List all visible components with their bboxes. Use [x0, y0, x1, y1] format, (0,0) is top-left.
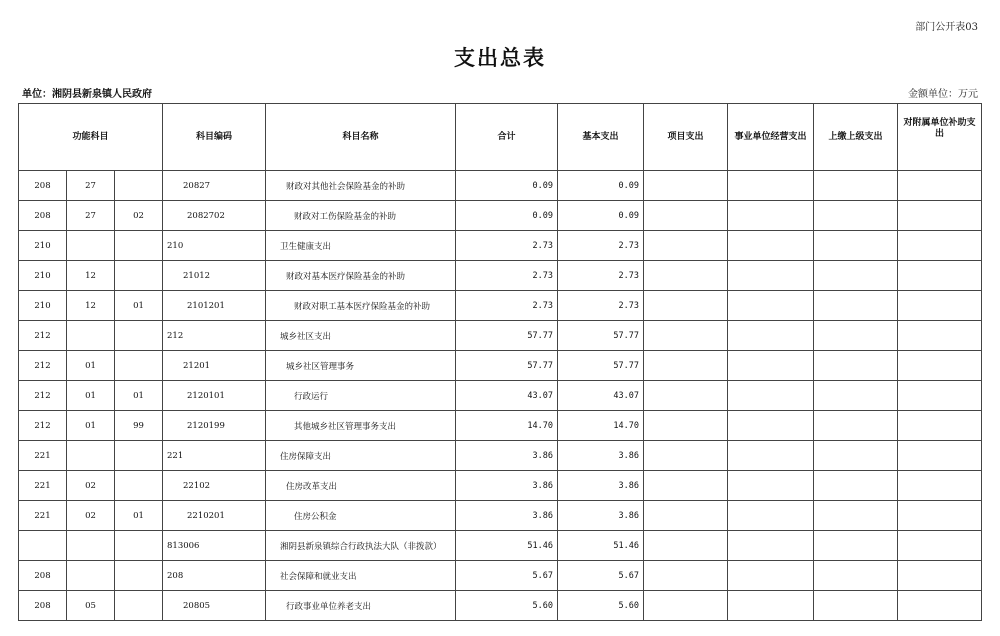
cell-subsidy: [898, 291, 982, 321]
cell-function-item: 02: [67, 501, 115, 531]
cell-subject-name: 卫生健康支出: [266, 231, 456, 261]
cell-business: [728, 321, 814, 351]
cell-business: [728, 591, 814, 621]
cell-function-subitem: [115, 561, 163, 591]
cell-subsidy: [898, 201, 982, 231]
cell-business: [728, 471, 814, 501]
cell-upper: [814, 321, 898, 351]
unit-label: 单位：湘阴县新泉镇人民政府: [22, 89, 152, 100]
cell-subject-name: 其他城乡社区管理事务支出: [266, 411, 456, 441]
cell-function-subitem: 99: [115, 411, 163, 441]
cell-subject-code: 2210201: [163, 501, 266, 531]
cell-upper: [814, 201, 898, 231]
cell-subject-name: 财政对其他社会保险基金的补助: [266, 171, 456, 201]
cell-total: 57.77: [456, 321, 558, 351]
header-subsidy: 对附属单位补助支出: [898, 104, 982, 171]
cell-basic: 3.86: [558, 501, 644, 531]
cell-business: [728, 531, 814, 561]
cell-upper: [814, 261, 898, 291]
cell-subject-name: 住房保障支出: [266, 441, 456, 471]
cell-business: [728, 441, 814, 471]
cell-upper: [814, 531, 898, 561]
cell-basic: 14.70: [558, 411, 644, 441]
cell-subsidy: [898, 381, 982, 411]
cell-upper: [814, 471, 898, 501]
cell-function-item: 27: [67, 201, 115, 231]
cell-basic: 0.09: [558, 201, 644, 231]
cell-business: [728, 411, 814, 441]
cell-subject-code: 208: [163, 561, 266, 591]
cell-subject-name: 行政事业单位养老支出: [266, 591, 456, 621]
cell-subject-name: 财政对职工基本医疗保险基金的补助: [266, 291, 456, 321]
cell-total: 2.73: [456, 291, 558, 321]
cell-total: 43.07: [456, 381, 558, 411]
cell-function-item: [67, 231, 115, 261]
cell-function-subitem: [115, 321, 163, 351]
cell-function-subitem: [115, 261, 163, 291]
cell-function-item: [67, 321, 115, 351]
cell-upper: [814, 411, 898, 441]
expenditure-table: [18, 103, 982, 621]
cell-project: [644, 351, 728, 381]
cell-function-class: 210: [19, 231, 67, 261]
cell-business: [728, 231, 814, 261]
cell-subsidy: [898, 501, 982, 531]
table-body: [19, 171, 982, 621]
table-row: [19, 291, 982, 321]
cell-upper: [814, 291, 898, 321]
cell-function-class: 212: [19, 321, 67, 351]
cell-function-item: [67, 531, 115, 561]
cell-project: [644, 471, 728, 501]
header-project: 项目支出: [644, 104, 728, 171]
cell-function-class: 210: [19, 291, 67, 321]
cell-project: [644, 321, 728, 351]
cell-total: 5.67: [456, 561, 558, 591]
header-upper: 上缴上级支出: [814, 104, 898, 171]
table-row: [19, 381, 982, 411]
cell-subject-code: 2101201: [163, 291, 266, 321]
cell-project: [644, 501, 728, 531]
table-row: [19, 561, 982, 591]
cell-basic: 0.09: [558, 171, 644, 201]
cell-subsidy: [898, 531, 982, 561]
cell-project: [644, 531, 728, 561]
cell-basic: 5.67: [558, 561, 644, 591]
header-basic: 基本支出: [558, 104, 644, 171]
cell-function-item: 27: [67, 171, 115, 201]
cell-project: [644, 171, 728, 201]
table-row: [19, 231, 982, 261]
cell-project: [644, 441, 728, 471]
cell-function-item: 12: [67, 291, 115, 321]
cell-function-class: 221: [19, 471, 67, 501]
table-row: [19, 471, 982, 501]
cell-function-class: 221: [19, 501, 67, 531]
cell-function-class: 212: [19, 381, 67, 411]
cell-subsidy: [898, 231, 982, 261]
table-row: [19, 351, 982, 381]
header-function-subject: 功能科目: [19, 104, 163, 171]
cell-subsidy: [898, 591, 982, 621]
cell-subject-code: 221: [163, 441, 266, 471]
cell-total: 2.73: [456, 261, 558, 291]
cell-function-class: 208: [19, 561, 67, 591]
cell-basic: 51.46: [558, 531, 644, 561]
cell-total: 3.86: [456, 501, 558, 531]
cell-project: [644, 291, 728, 321]
cell-function-item: [67, 561, 115, 591]
cell-upper: [814, 351, 898, 381]
cell-subject-code: 813006: [163, 531, 266, 561]
cell-function-class: 208: [19, 591, 67, 621]
header-subject-code: 科目编码: [163, 104, 266, 171]
cell-function-subitem: [115, 591, 163, 621]
cell-subsidy: [898, 261, 982, 291]
cell-function-subitem: 01: [115, 381, 163, 411]
cell-total: 0.09: [456, 201, 558, 231]
cell-function-subitem: 01: [115, 291, 163, 321]
cell-upper: [814, 441, 898, 471]
table-row: [19, 441, 982, 471]
cell-business: [728, 291, 814, 321]
cell-subject-code: 2120101: [163, 381, 266, 411]
cell-function-item: [67, 441, 115, 471]
table-header-row: [19, 104, 982, 171]
cell-basic: 3.86: [558, 471, 644, 501]
cell-subject-code: 21012: [163, 261, 266, 291]
page-title: 支出总表: [454, 46, 546, 70]
cell-business: [728, 261, 814, 291]
cell-function-class: [19, 531, 67, 561]
cell-function-item: 01: [67, 351, 115, 381]
cell-function-class: 210: [19, 261, 67, 291]
cell-project: [644, 561, 728, 591]
cell-function-subitem: [115, 351, 163, 381]
cell-subject-name: 住房公积金: [266, 501, 456, 531]
cell-subsidy: [898, 441, 982, 471]
cell-project: [644, 201, 728, 231]
cell-subsidy: [898, 561, 982, 591]
cell-subsidy: [898, 321, 982, 351]
cell-total: 3.86: [456, 471, 558, 501]
cell-basic: 2.73: [558, 261, 644, 291]
cell-subject-name: 财政对工伤保险基金的补助: [266, 201, 456, 231]
cell-total: 5.60: [456, 591, 558, 621]
cell-upper: [814, 501, 898, 531]
cell-basic: 2.73: [558, 291, 644, 321]
cell-basic: 5.60: [558, 591, 644, 621]
cell-subject-code: 20827: [163, 171, 266, 201]
cell-business: [728, 171, 814, 201]
cell-subsidy: [898, 171, 982, 201]
cell-upper: [814, 381, 898, 411]
cell-function-item: 05: [67, 591, 115, 621]
table-row: [19, 411, 982, 441]
cell-subject-name: 财政对基本医疗保险基金的补助: [266, 261, 456, 291]
cell-function-subitem: [115, 531, 163, 561]
cell-subject-code: 22102: [163, 471, 266, 501]
cell-subsidy: [898, 351, 982, 381]
cell-total: 0.09: [456, 171, 558, 201]
cell-subject-code: 210: [163, 231, 266, 261]
cell-total: 57.77: [456, 351, 558, 381]
table-row: [19, 591, 982, 621]
cell-upper: [814, 561, 898, 591]
cell-function-subitem: [115, 441, 163, 471]
cell-upper: [814, 591, 898, 621]
cell-function-subitem: [115, 171, 163, 201]
cell-subject-name: 湘阴县新泉镇综合行政执法大队（非拨款）: [266, 531, 456, 561]
cell-function-class: 221: [19, 441, 67, 471]
cell-function-class: 212: [19, 351, 67, 381]
table-row: [19, 531, 982, 561]
cell-basic: 57.77: [558, 351, 644, 381]
table-row: [19, 501, 982, 531]
cell-function-item: 01: [67, 381, 115, 411]
header-subject-name: 科目名称: [266, 104, 456, 171]
cell-subject-name: 行政运行: [266, 381, 456, 411]
cell-project: [644, 381, 728, 411]
cell-function-subitem: [115, 231, 163, 261]
cell-function-subitem: [115, 471, 163, 501]
cell-function-subitem: 02: [115, 201, 163, 231]
cell-total: 2.73: [456, 231, 558, 261]
cell-project: [644, 231, 728, 261]
cell-business: [728, 351, 814, 381]
table-row: [19, 171, 982, 201]
cell-total: 3.86: [456, 441, 558, 471]
cell-business: [728, 201, 814, 231]
cell-subject-name: 住房改革支出: [266, 471, 456, 501]
amount-unit-label: 金额单位：万元: [908, 89, 978, 100]
cell-total: 14.70: [456, 411, 558, 441]
cell-project: [644, 591, 728, 621]
cell-subject-code: 20805: [163, 591, 266, 621]
cell-subject-code: 2082702: [163, 201, 266, 231]
cell-function-item: 02: [67, 471, 115, 501]
header-business: 事业单位经营支出: [728, 104, 814, 171]
cell-subsidy: [898, 411, 982, 441]
cell-total: 51.46: [456, 531, 558, 561]
cell-business: [728, 561, 814, 591]
cell-subject-name: 社会保障和就业支出: [266, 561, 456, 591]
header-total: 合计: [456, 104, 558, 171]
table-row: [19, 201, 982, 231]
cell-basic: 3.86: [558, 441, 644, 471]
cell-function-class: 208: [19, 201, 67, 231]
cell-basic: 43.07: [558, 381, 644, 411]
form-number: 部门公开表03: [915, 22, 978, 33]
cell-business: [728, 381, 814, 411]
cell-subject-code: 212: [163, 321, 266, 351]
table-row: [19, 261, 982, 291]
table-row: [19, 321, 982, 351]
cell-function-item: 01: [67, 411, 115, 441]
cell-function-subitem: 01: [115, 501, 163, 531]
cell-subsidy: [898, 471, 982, 501]
cell-project: [644, 261, 728, 291]
cell-subject-name: 城乡社区管理事务: [266, 351, 456, 381]
cell-function-item: 12: [67, 261, 115, 291]
cell-subject-code: 21201: [163, 351, 266, 381]
cell-function-class: 208: [19, 171, 67, 201]
cell-project: [644, 411, 728, 441]
cell-subject-code: 2120199: [163, 411, 266, 441]
cell-basic: 57.77: [558, 321, 644, 351]
cell-subject-name: 城乡社区支出: [266, 321, 456, 351]
cell-upper: [814, 231, 898, 261]
cell-basic: 2.73: [558, 231, 644, 261]
cell-business: [728, 501, 814, 531]
cell-function-class: 212: [19, 411, 67, 441]
cell-upper: [814, 171, 898, 201]
